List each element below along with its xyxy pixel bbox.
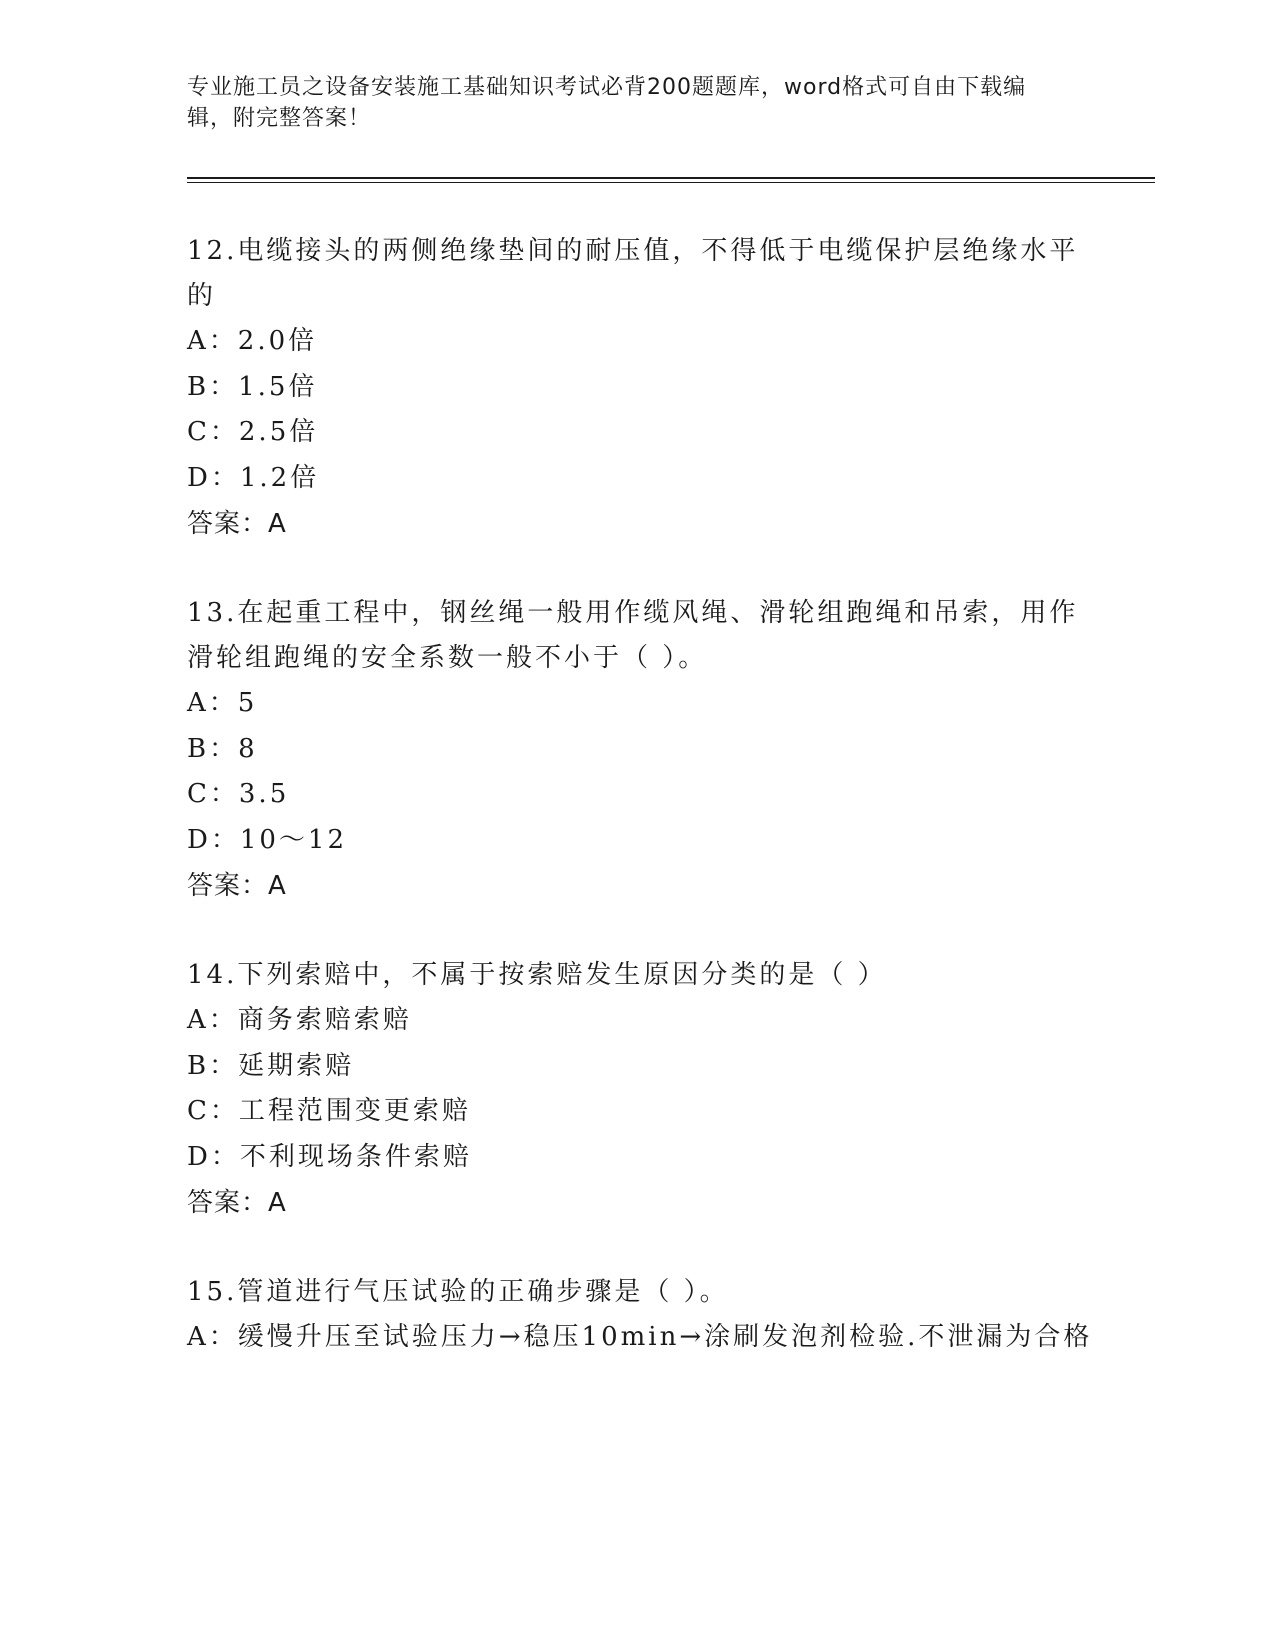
answer-line: 答案：A xyxy=(187,1188,287,1218)
option-b: B：延期索赔 xyxy=(187,1050,355,1081)
question-stem: 13.在起重工程中，钢丝绳一般用作缆风绳、滑轮组跑绳和吊索，用作滑轮组跑绳的安全系数一般不小于（ ）。 xyxy=(187,598,1079,673)
document-header: 专业施工员之设备安装施工基础知识考试必背200题题库，word格式可自由下载编辑，附完整答案！ xyxy=(187,75,1027,131)
option-a: A：缓慢升压至试验压力→稳压10min→涂刷发泡剂检验.不泄漏为合格 xyxy=(187,1322,1093,1352)
question-15 xyxy=(187,1270,1093,1361)
answer-line: 答案：A xyxy=(187,509,287,539)
question-12 xyxy=(187,229,1087,547)
question-stem: 14.下列索赔中，不属于按索赔发生原因分类的是（ ） xyxy=(187,960,887,990)
question-stem: 15.管道进行气压试验的正确步骤是（ ）。 xyxy=(187,1277,729,1307)
header-divider-thin xyxy=(187,182,1155,183)
option-b: B：1.5倍 xyxy=(187,371,318,402)
option-d: D：10～12 xyxy=(187,824,348,855)
option-d: D：1.2倍 xyxy=(187,462,320,493)
option-d: D：不利现场条件索赔 xyxy=(187,1141,472,1172)
option-a: A：商务索赔索赔 xyxy=(187,1005,412,1035)
question-14 xyxy=(187,953,1087,1226)
option-b: B：8 xyxy=(187,733,258,764)
question-stem: 12.电缆接头的两侧绝缘垫间的耐压值，不得低于电缆保护层绝缘水平的 xyxy=(187,236,1079,311)
option-a: A：5 xyxy=(187,688,258,718)
header-divider-thick xyxy=(187,177,1155,179)
option-c: C：2.5倍 xyxy=(187,417,319,447)
answer-line: 答案：A xyxy=(187,871,287,901)
option-a: A：2.0倍 xyxy=(187,326,318,356)
question-13 xyxy=(187,591,1087,909)
option-c: C：3.5 xyxy=(187,779,290,809)
option-c: C：工程范围变更索赔 xyxy=(187,1096,471,1126)
